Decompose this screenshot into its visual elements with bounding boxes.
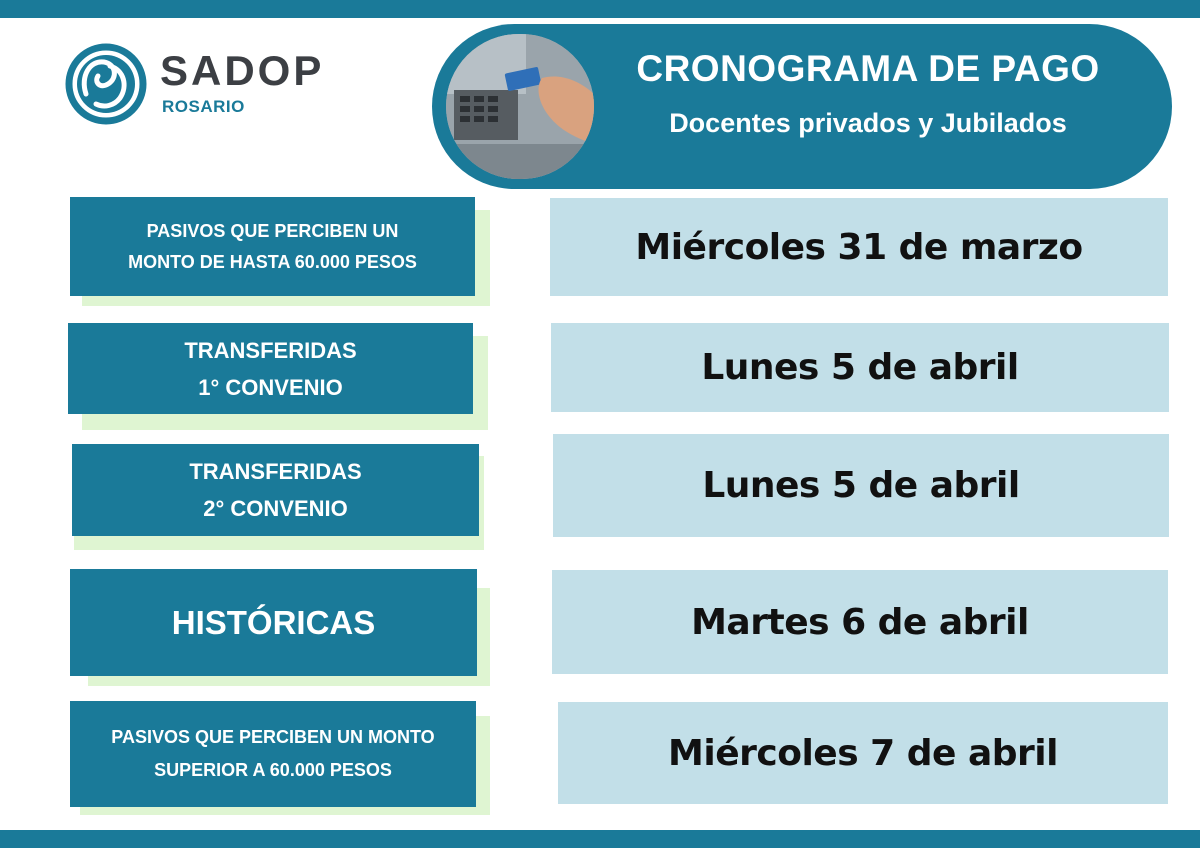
category-label: TRANSFERIDAS 1° CONVENIO <box>68 323 473 414</box>
header-subtitle: Docentes privados y Jubilados <box>669 108 1067 138</box>
payment-date: Miércoles 7 de abril <box>558 702 1168 804</box>
category-label: TRANSFERIDAS 2° CONVENIO <box>72 444 479 536</box>
payment-date: Lunes 5 de abril <box>553 434 1169 537</box>
bottom-accent-bar <box>0 830 1200 848</box>
category-label: HISTÓRICAS <box>70 569 477 676</box>
top-accent-bar <box>0 0 1200 18</box>
category-label: PASIVOS QUE PERCIBEN UN MONTO SUPERIOR A 60.000 PESOS <box>70 701 476 807</box>
logo-name: SADOP <box>160 47 325 94</box>
logo-subtitle: ROSARIO <box>162 97 245 116</box>
category-label: PASIVOS QUE PERCIBEN UN MONTO DE HASTA 60.000 PESOS <box>70 197 475 296</box>
atm-card-photo <box>446 34 594 179</box>
payment-date: Miércoles 31 de marzo <box>550 198 1168 296</box>
header-title: CRONOGRAMA DE PAGO <box>636 48 1100 89</box>
sadop-logo <box>64 42 324 122</box>
payment-date: Lunes 5 de abril <box>551 323 1169 412</box>
sadop-emblem-icon <box>64 42 148 126</box>
payment-date: Martes 6 de abril <box>552 570 1168 674</box>
